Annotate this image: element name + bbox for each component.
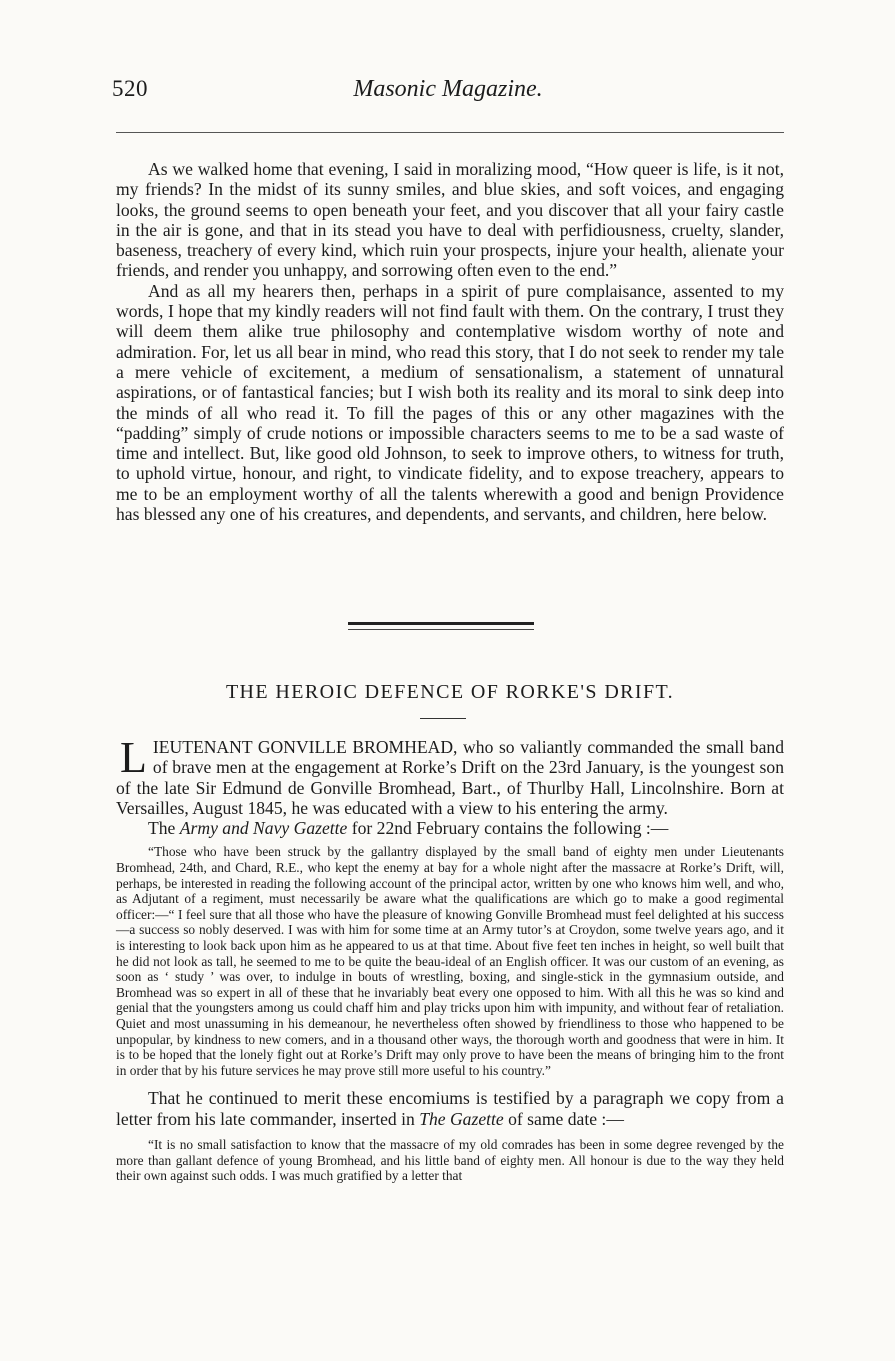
merit-text-end: of same date :—: [503, 1108, 624, 1129]
gazette-text-end: for 22nd February contains the following :—: [347, 818, 669, 839]
section-divider-thin: [348, 629, 534, 630]
merit-text: That he continued to merit these encomiums is testified by a paragraph we copy from a letter from his late commander, inserted in: [116, 1088, 784, 1129]
running-title: Masonic Magazine.: [353, 76, 543, 102]
story-paragraph: As we walked home that evening, I said in moralizing mood, “How queer is life, is it not, my friends? In the midst of its sunny smiles, and blue skies, and soft voices, and engaging looks, the ground seems to open beneath your feet, and you discover that all your fairy castle in the air is gone, and that in its stead you have to deal with perfidiousness, cruelty, slander, baseness, treachery of every kind, which ruin your prospects, injure your health, alienate your friends, and render you unhappy, and sorrowing often even to the end.”: [116, 159, 784, 281]
gazette-paragraph: [116, 818, 784, 838]
section-divider-thick: [348, 622, 534, 625]
article-body: [116, 733, 784, 1184]
commander-quote: “It is no small satisfaction to know that the massacre of my old comrades has been in some degree revenged by the more than gallant defence of young Bromhead, and his little band of eighty men. All honour is due to the way they held their own against such odds. I was much gratified by a letter that: [116, 1136, 784, 1184]
drop-cap: L: [120, 733, 147, 782]
gazette-text: The: [148, 818, 180, 839]
page-header: [112, 76, 784, 110]
gazette-quote: “Those who have been struck by the gallantry displayed by the small band of eighty men under Lieutenants Bromhead, 24th, and Chard, R.E., who kept the enemy at bay for a whole night after the massacre at Rorke’s Drift, will, perhaps, be interested in reading the following account of the principal actor, written by one who knows him well, and who, as Adjutant of a regiment, must necessarily be aware what the qualifications are which go to make a good regimental officer:—“ I feel sure that all those who have the pleasure of knowing Gonville Bromhead must feel delighted at his success—a success so nobly deserved. I was with him for some time at an Army tutor’s at Croydon, some twelve years ago, and it is interesting to look back upon him as he appeared to us at that time. About five feet ten inches in height, so well built that he did not look as tall, he seemed to me to be quite the beau-ideal of an English officer. It was our custom of an evening, as soon as ‘ study ’ was over, to indulge in bouts of wrestling, boxing, and single-stick in the gymnasium outside, and Bromhead was so expert in all of these that he invariably beat every one opposed to him. With all this he was so kind and genial that the youngsters among us could chaff him and play tricks upon him with impunity, and without fear of retaliation. Quiet and most unassuming in his demeanour, he nevertheless often showed by friendliness to those who happened to be unpopular, by kindness to new comers, and in a thousand other ways, the thorough worth and goodness that were in him. It is to be hoped that the lonely fight out at Rorke’s Drift may only prove to have been the means of bringing him to the front in order that by his future services he may prove still more useful to his country.”: [116, 844, 784, 1078]
merit-paragraph: [116, 1088, 784, 1129]
gazette-name: The Gazette: [419, 1108, 504, 1129]
article-intro-text: IEUTENANT GONVILLE BROMHEAD, who so valiantly commanded the small band of brave men at the engagement at Rorke’s Drift on the 23rd January, is the youngest son of the late Sir Edmund de Gonville Bromhead, Bart., of Thurlby Hall, Lincolnshire. Born at Versailles, August 1845, he was educated with a view to his entering the army.: [116, 737, 784, 818]
story-conclusion: [116, 159, 784, 524]
gazette-title: Army and Navy Gazette: [179, 818, 348, 839]
heading-rule: [420, 718, 466, 719]
story-paragraph: And as all my hearers then, perhaps in a spirit of pure complaisance, assented to my words, I hope that my kindly readers will not find fault with them. On the contrary, I trust they will deem them alike true philosophy and contemplative wisdom worthy of note and admiration. For, let us all bear in mind, who read this story, that I do not seek to render my tale a mere vehicle of excitement, a medium of sensationalism, a statement of unnatural aspirations, or of fantastical fancies; but I wish both its reality and its moral to sink deep into the minds of all who read it. To fill the pages of this or any other magazines with the “padding” simply of crude notions or impossible characters seems to me to be a sad waste of time and intellect. But, like good old Johnson, to seek to improve others, to witness for truth, to uphold virtue, honour, and right, to vindicate fidelity, and to expose treachery, appears to me to be an employment worthy of all the talents wherewith a good and benign Providence has blessed any one of his creatures, and dependents, and servants, and children, here below.: [116, 280, 784, 525]
article-heading: THE HEROIC DEFENCE OF RORKE'S DRIFT.: [225, 681, 675, 703]
header-rule: [116, 132, 784, 133]
article-intro: [116, 733, 784, 818]
page-number: 520: [112, 76, 148, 101]
